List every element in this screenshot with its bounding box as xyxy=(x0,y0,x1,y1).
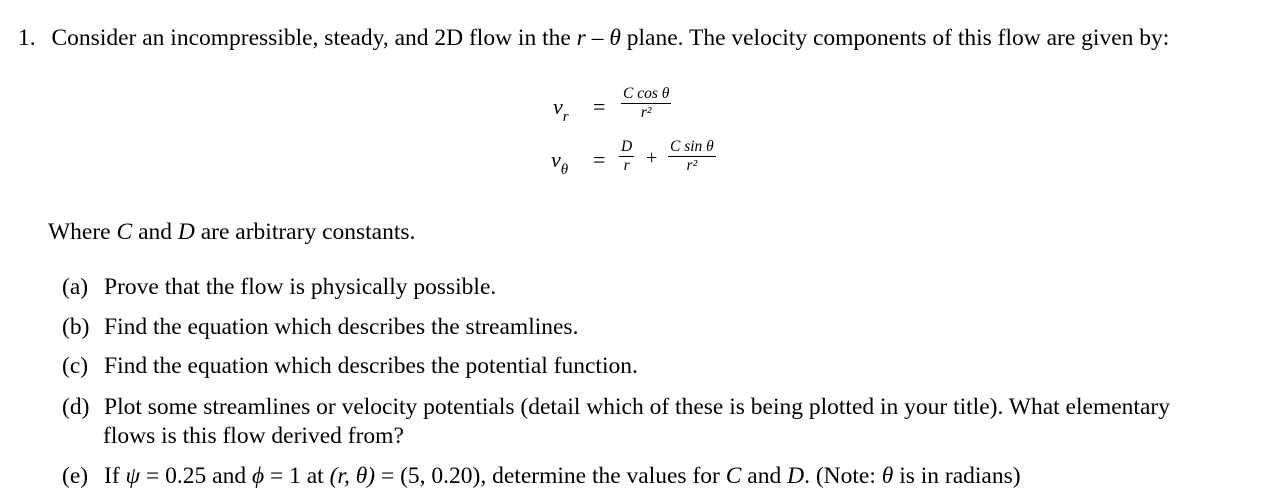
question-text-b: plane. The velocity components of this flow are given by: xyxy=(626,25,1170,51)
vr-numerator: C cos θ xyxy=(623,85,670,102)
vtheta-sub: θ xyxy=(560,162,569,179)
part-b-label: (b) xyxy=(62,314,90,340)
part-d xyxy=(62,393,1170,449)
part-b-text: Find the equation which describes the streamlines. xyxy=(104,314,579,340)
vr-v: v xyxy=(553,94,563,119)
vtheta-frac1-denominator: r xyxy=(623,157,630,174)
vr-denominator: r² xyxy=(640,104,652,121)
vtheta-plus: + xyxy=(646,147,658,169)
where-line xyxy=(48,218,415,246)
theta-symbol: θ xyxy=(609,25,621,51)
question-number: 1. xyxy=(18,25,36,51)
part-d-text-continued: flows is this flow derived from? xyxy=(103,423,404,449)
part-c-text: Find the equation which describes the potential function. xyxy=(104,353,638,379)
part-d-label: (d) xyxy=(62,394,90,420)
question-text-a: Consider an incompressible, steady, and 2D flow in the xyxy=(51,25,571,51)
coords: (r, θ) xyxy=(329,463,376,489)
part-e-text-d: = (5, 0.20), determine the values for xyxy=(380,463,720,489)
part-e-text-e: . (Note: xyxy=(804,463,876,489)
part-e-and: and xyxy=(747,463,782,489)
vtheta-frac2-denominator: r² xyxy=(686,157,698,174)
part-e-text-b: = 0.25 and xyxy=(146,463,247,489)
part-e-d: D xyxy=(787,463,805,489)
part-a xyxy=(62,273,496,302)
phi-symbol: ϕ xyxy=(251,463,265,489)
part-a-text: Prove that the flow is physically possible. xyxy=(104,274,497,300)
part-e-theta: θ xyxy=(881,463,894,489)
vtheta-v: v xyxy=(551,147,561,172)
part-e-text-c: = 1 at xyxy=(270,463,324,489)
part-d-text: Plot some streamlines or velocity potentials (detail which of these is being plotted in your title). What elementary xyxy=(104,394,1170,420)
part-e xyxy=(62,462,1021,491)
vtheta-equals: = xyxy=(593,147,606,172)
vr-sub: r xyxy=(562,109,569,126)
where-c: C xyxy=(116,219,133,245)
vtheta-frac2-numerator: C sin θ xyxy=(670,138,714,155)
part-c-label: (c) xyxy=(62,353,89,379)
vr-equals: = xyxy=(593,94,606,119)
part-e-label: (e) xyxy=(62,463,89,489)
question-line xyxy=(18,24,1169,52)
vtheta-fraction-1 xyxy=(619,139,634,174)
psi-symbol: ψ xyxy=(125,463,141,489)
part-a-label: (a) xyxy=(62,274,89,300)
where-d: D xyxy=(177,219,195,245)
vr-fraction xyxy=(621,86,671,121)
part-c xyxy=(62,352,638,381)
part-e-text-f: is in radians) xyxy=(899,463,1021,489)
dash: – xyxy=(591,25,604,51)
where-text-b: are arbitrary constants. xyxy=(200,219,416,245)
vtheta-lhs xyxy=(551,147,568,177)
vr-lhs xyxy=(553,94,569,124)
where-text-a: Where xyxy=(48,219,111,245)
vtheta-fraction-2 xyxy=(668,139,716,174)
where-and: and xyxy=(138,219,172,245)
part-b xyxy=(62,313,578,342)
vtheta-frac1-numerator: D xyxy=(621,138,633,155)
part-e-c: C xyxy=(725,463,742,489)
part-e-text-a: If xyxy=(104,463,120,489)
r-symbol: r xyxy=(576,25,586,51)
